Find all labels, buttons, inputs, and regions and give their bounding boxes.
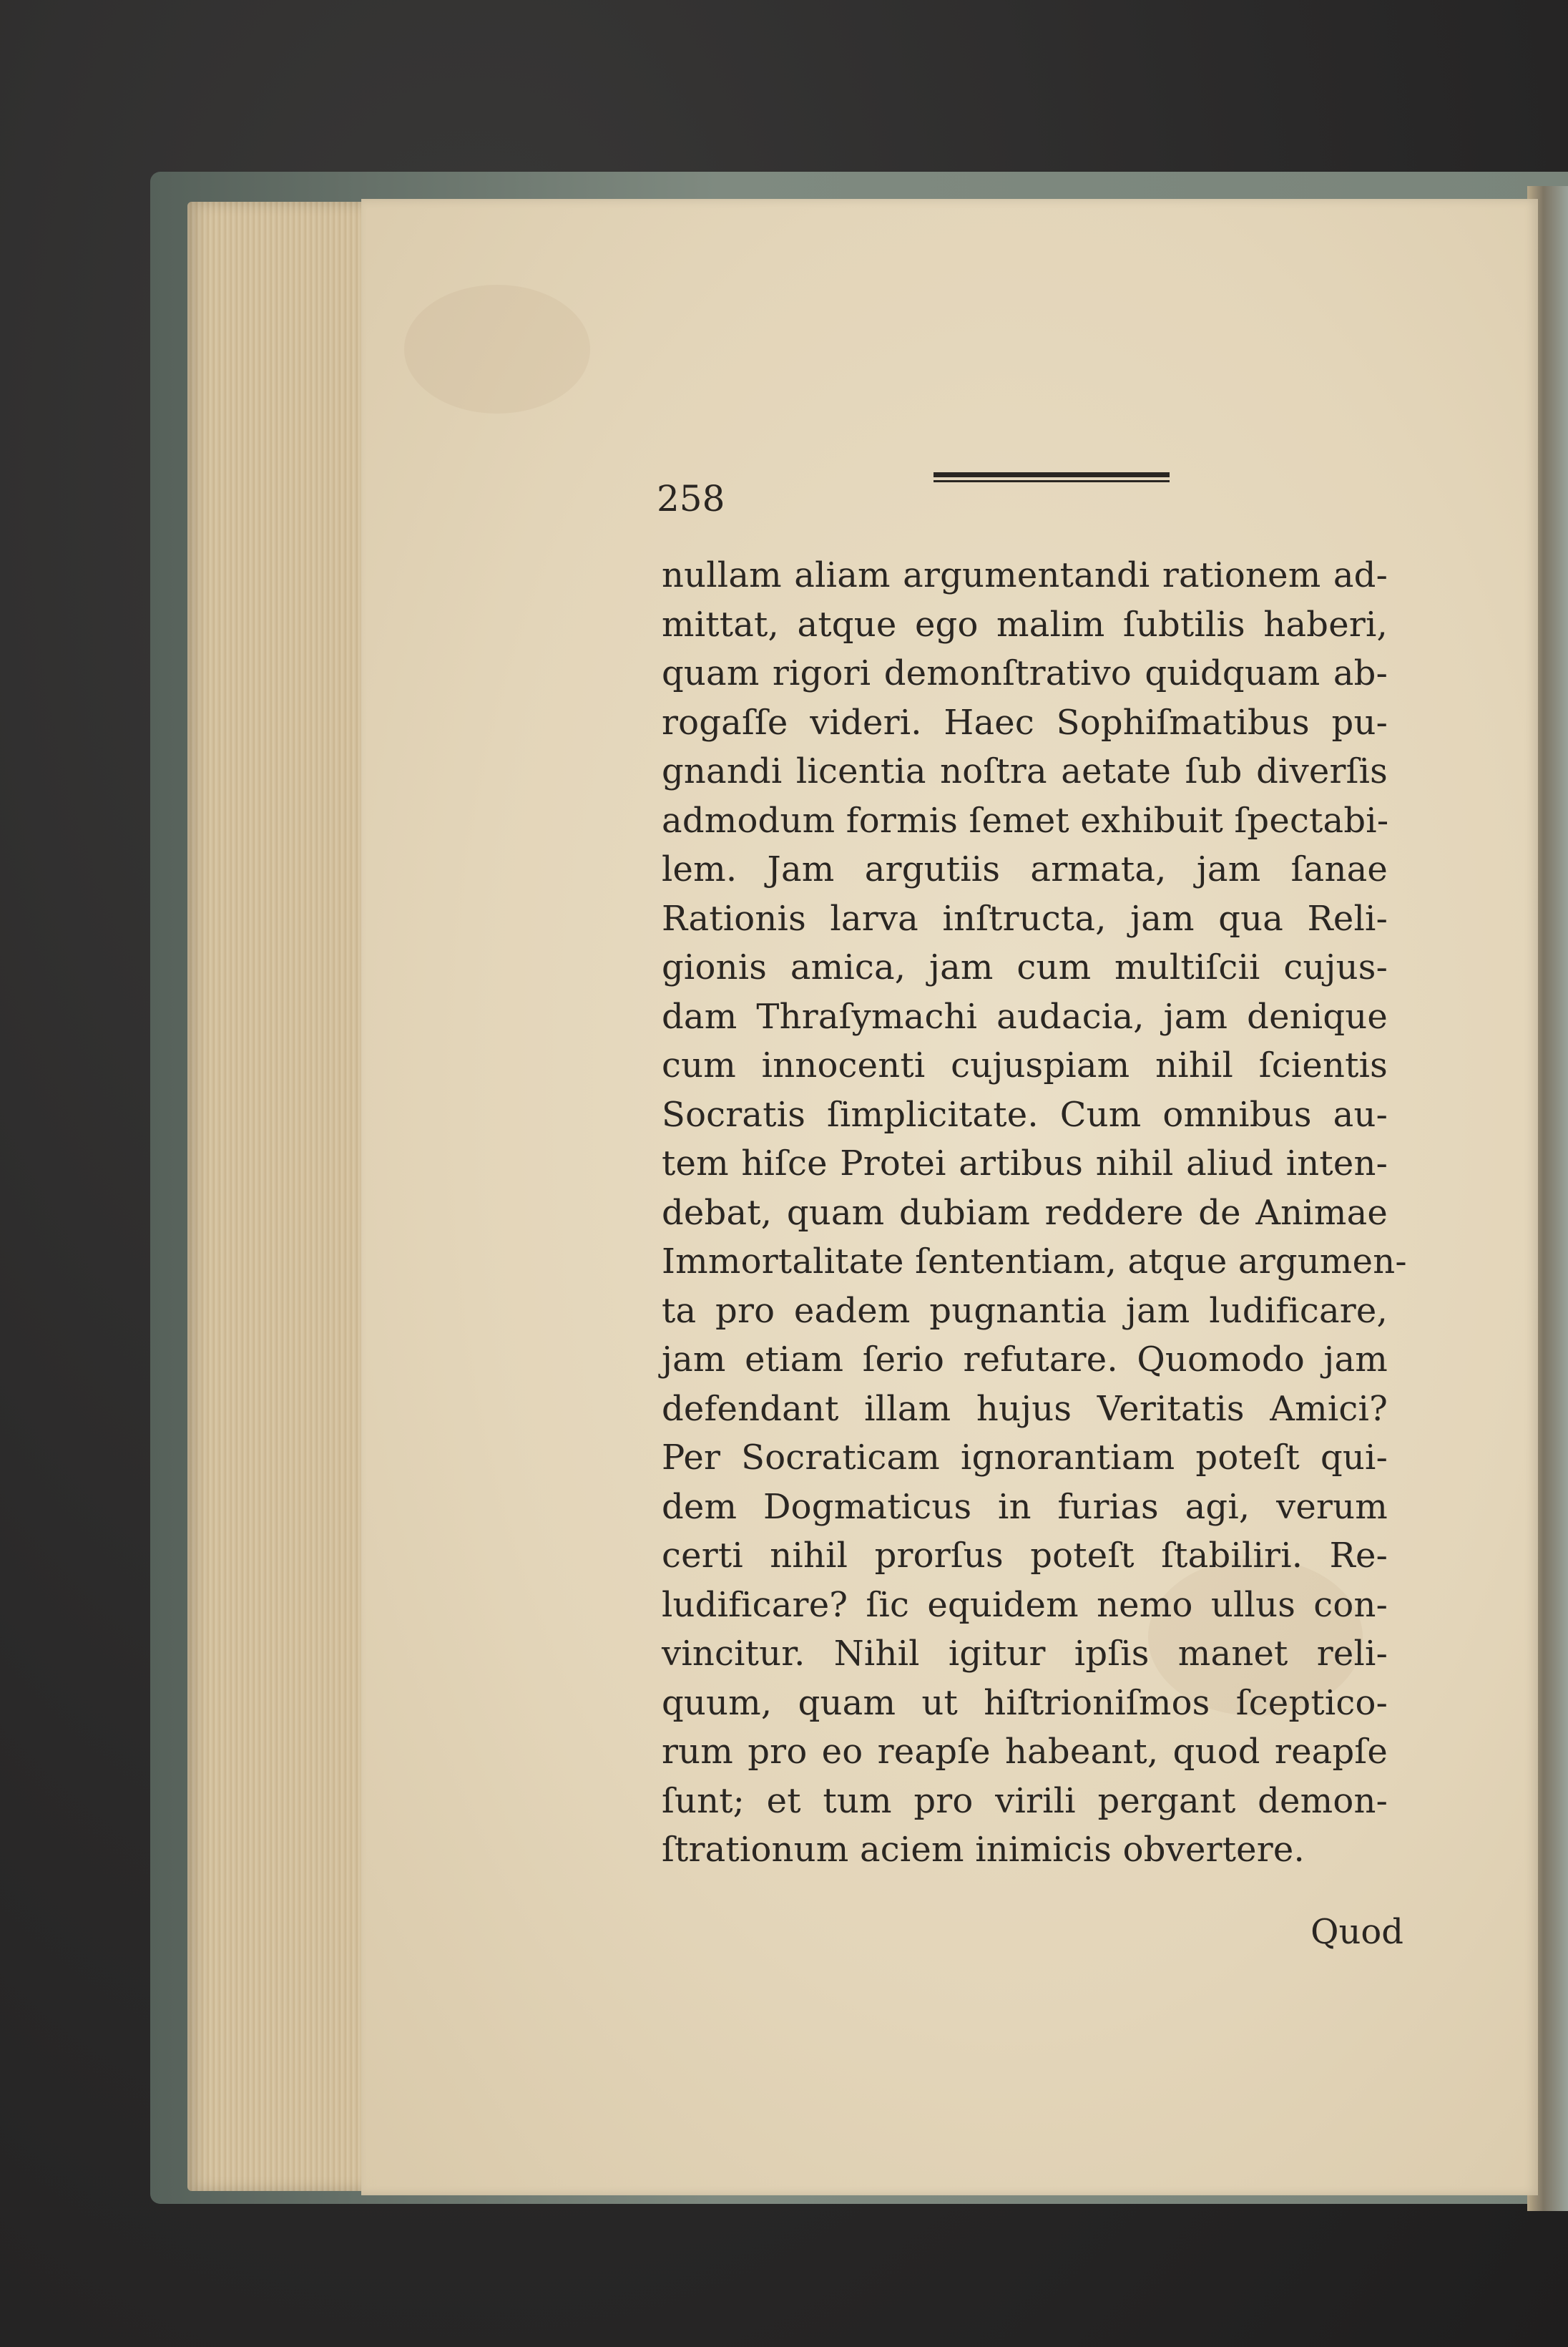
- text-line: rum pro eo reapſe habeant, quod reapſe: [662, 1732, 1388, 1772]
- text-line: admodum formis ſemet exhibuit ſpectabi-: [662, 800, 1389, 841]
- text-line: Socratis ſimplicitate. Cum omnibus au-: [662, 1094, 1388, 1135]
- page-number: 258: [657, 478, 725, 519]
- catchword: Quod: [1310, 1912, 1403, 1952]
- text-line: rogaſſe videri. Haec Sophiſmatibus pu-: [662, 702, 1388, 743]
- page-edges: [187, 202, 366, 2191]
- text-line: ſunt; et tum pro virili pergant demon-: [662, 1780, 1388, 1821]
- text-line: mittat, atque ego malim ſubtilis haberi,: [662, 604, 1388, 645]
- text-line: dem Dogmaticus in furias agi, verum: [662, 1486, 1388, 1527]
- text-line: ſtrationum aciem inimicis obvertere.: [662, 1830, 1305, 1870]
- text-line: nullam aliam argumentandi rationem ad-: [662, 555, 1388, 595]
- text-line: gionis amica, jam cum multiſcii cujus-: [662, 947, 1388, 987]
- text-line: lem. Jam argutiis armata, jam ſanae: [662, 849, 1388, 889]
- text-line: defendant illam hujus Veritatis Amici?: [662, 1388, 1388, 1429]
- text-line: certi nihil prorſus poteſt ſtabiliri. Re-: [662, 1536, 1388, 1576]
- text-line: debat, quam dubiam reddere de Animae: [662, 1192, 1388, 1233]
- text-line: Immortalitate ſententiam, atque argumen-: [662, 1241, 1407, 1282]
- text-line: ta pro eadem pugnantia jam ludificare,: [662, 1290, 1388, 1331]
- text-line: quam rigori demonſtrativo quidquam ab-: [662, 653, 1388, 693]
- text-line: ludificare? ſic equidem nemo ullus con-: [662, 1584, 1388, 1625]
- text-line: jam etiam ſerio refutare. Quomodo jam: [662, 1340, 1388, 1380]
- text-line: Rationis larva inſtructa, jam qua Reli-: [662, 898, 1388, 939]
- text-line: quum, quam ut hiſtrioniſmos ſceptico-: [662, 1682, 1388, 1723]
- text-line: gnandi licentia noſtra aetate ſub diverſis: [662, 751, 1388, 791]
- foxing-stain: [404, 285, 590, 414]
- text-line: vincitur. Nihil igitur ipſis manet reli-: [662, 1634, 1388, 1674]
- text-line: cum innocenti cujuspiam nihil ſcientis: [662, 1045, 1388, 1085]
- header-rule: [934, 472, 1170, 482]
- body-text: [662, 551, 1407, 1875]
- text-line: dam Thraſymachi audacia, jam denique: [662, 996, 1388, 1037]
- text-line: Per Socraticam ignorantiam poteſt qui-: [662, 1438, 1388, 1478]
- text-line: tem hiſce Protei artibus nihil aliud inten-: [662, 1143, 1388, 1184]
